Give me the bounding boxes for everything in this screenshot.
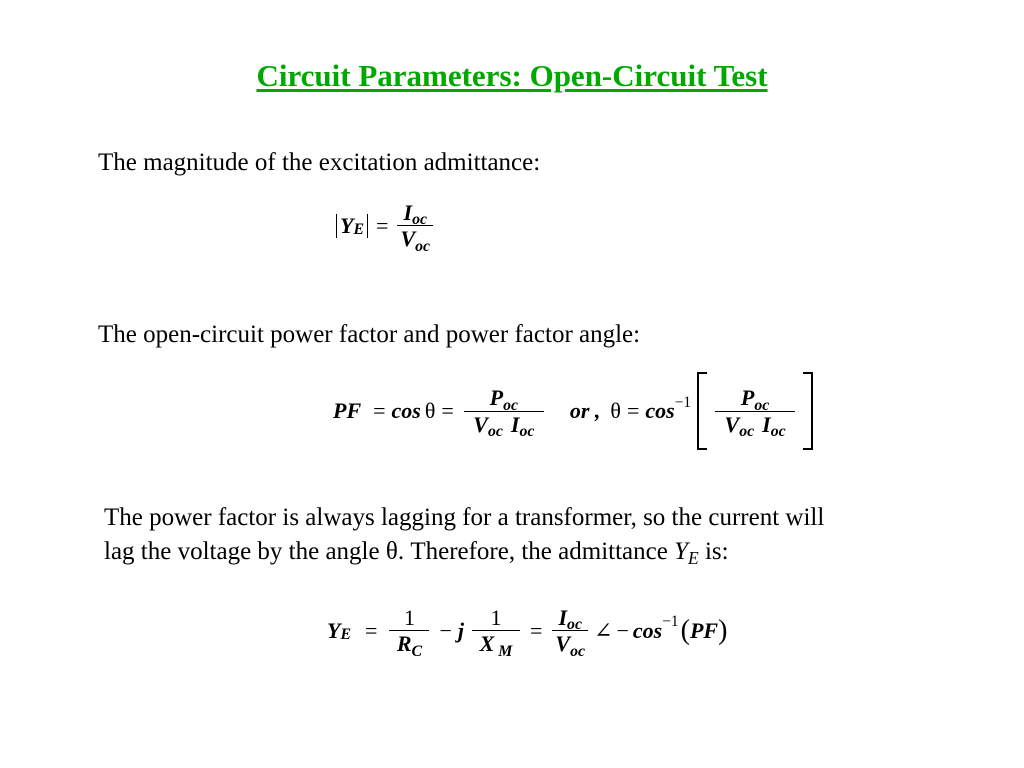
subscript-oc: oc — [754, 396, 770, 414]
bracket-left — [697, 372, 707, 450]
minus-sign: − — [616, 617, 629, 643]
subscript-m: M — [498, 642, 513, 660]
symbol-theta: θ — [424, 398, 436, 423]
symbol-v: V — [473, 411, 488, 437]
subscript-e: E — [340, 626, 352, 644]
paren-left: ( — [680, 614, 690, 646]
symbol-j: j — [457, 617, 464, 643]
fraction-one-over-xm — [472, 605, 520, 660]
equals-sign: = — [441, 398, 454, 423]
subscript-e: E — [353, 221, 365, 239]
slide-title: Circuit Parameters: Open-Circuit Test — [256, 58, 768, 93]
paragraph-admittance-intro: The magnitude of the excitation admittance: — [98, 149, 541, 176]
angle-symbol: ∠ — [594, 617, 613, 643]
symbol-i: I — [762, 411, 771, 437]
subscript-c: C — [411, 642, 423, 660]
subscript-e: E — [687, 547, 699, 568]
word-or: or , — [569, 398, 601, 423]
symbol-v: V — [555, 631, 571, 657]
equals-sign: = — [373, 398, 386, 423]
fraction-denominator — [722, 411, 789, 440]
symbol-y: Y — [327, 617, 341, 643]
fraction-numerator — [555, 605, 585, 634]
paragraph-line-2 — [104, 535, 824, 570]
subscript-oc: oc — [770, 422, 786, 440]
equation-power-factor — [333, 372, 813, 450]
symbol-y: Y — [674, 538, 688, 565]
superscript-inverse: −1 — [674, 393, 692, 411]
fraction-numerator — [401, 200, 431, 229]
fraction-i-over-v — [397, 200, 433, 255]
text-run: is: — [698, 538, 729, 565]
subscript-oc: oc — [487, 422, 503, 440]
subscript-oc: oc — [567, 616, 582, 634]
subscript-oc: oc — [415, 237, 431, 255]
subscript-oc: oc — [519, 422, 535, 440]
fraction-numerator: 1 — [403, 605, 415, 630]
subscript-oc: oc — [412, 211, 428, 229]
symbol-i: I — [558, 605, 568, 630]
symbol-v: V — [724, 411, 740, 437]
symbol-pf: PF — [689, 617, 719, 643]
symbol-x: X — [479, 631, 495, 657]
minus-sign: − — [439, 617, 452, 643]
fraction-p-over-vi — [464, 385, 544, 440]
symbol-pf: PF — [333, 398, 362, 423]
equation-admittance-complex — [327, 605, 728, 660]
fraction-denominator — [477, 631, 516, 660]
fraction-denominator — [394, 631, 425, 660]
fraction-denominator — [552, 631, 588, 660]
bracket-right — [803, 372, 813, 450]
subscript-oc: oc — [570, 642, 586, 660]
paren-right: ) — [718, 614, 728, 646]
fraction-numerator: 1 — [490, 605, 502, 630]
fraction-denominator — [397, 226, 433, 255]
paragraph-lagging — [104, 501, 824, 570]
subscript-oc: oc — [739, 422, 755, 440]
text-run: lag the voltage by the angle θ. Therefore, the admittance — [104, 538, 675, 565]
fraction-i-over-v — [552, 605, 588, 660]
equals-sign: = — [529, 617, 543, 643]
fraction-numerator — [738, 385, 772, 414]
function-cos: cos — [645, 398, 675, 423]
paragraph-power-factor-intro: The open-circuit power factor and power factor angle: — [98, 321, 641, 348]
equals-sign: = — [365, 617, 378, 643]
superscript-inverse: −1 — [662, 613, 679, 631]
function-cos: cos — [632, 617, 663, 643]
symbol-theta: θ — [610, 398, 621, 423]
symbol-r: R — [396, 631, 412, 657]
symbol-i: I — [403, 200, 413, 225]
fraction-p-over-vi — [715, 385, 795, 440]
subscript-oc: oc — [503, 396, 519, 414]
fraction-numerator — [487, 385, 521, 414]
symbol-p: P — [740, 385, 755, 411]
fraction-one-over-rc — [389, 605, 429, 660]
function-cos: cos — [391, 398, 421, 423]
symbol-y: Y — [340, 212, 354, 238]
equals-sign: = — [626, 398, 640, 423]
abs-bar-right — [367, 214, 368, 238]
abs-bar-left — [336, 214, 337, 238]
paragraph-line-1: The power factor is always lagging for a transformer, so the current will — [104, 504, 825, 531]
symbol-p: P — [489, 385, 504, 411]
equation-admittance-magnitude — [333, 200, 437, 255]
fraction-denominator — [470, 411, 537, 440]
equals-sign: = — [376, 212, 389, 238]
symbol-i: I — [510, 411, 520, 437]
symbol-v: V — [400, 226, 416, 252]
